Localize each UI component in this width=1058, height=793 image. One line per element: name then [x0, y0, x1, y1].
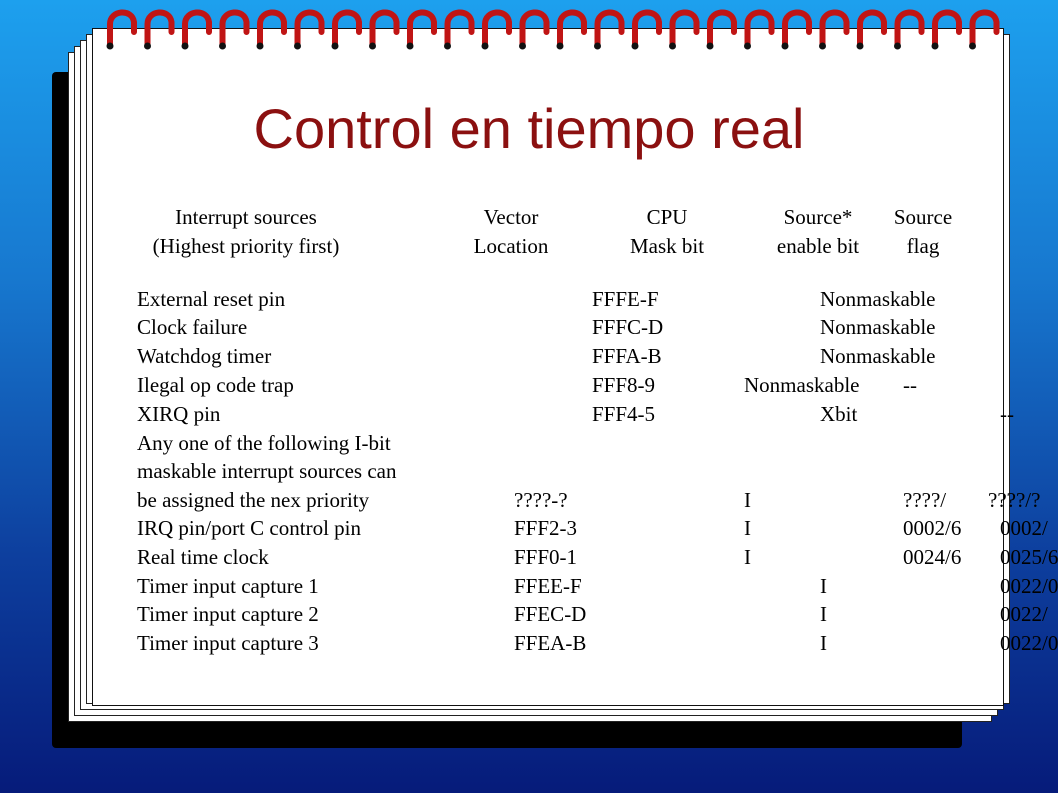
binding-hole	[744, 43, 751, 50]
binding-ring	[448, 12, 472, 44]
binding-ring	[710, 12, 734, 44]
binding-hole	[482, 43, 489, 50]
row-vector: FFFA-B	[592, 344, 662, 368]
binding-ring	[110, 12, 134, 44]
row-source: maskable interrupt sources can	[137, 459, 397, 483]
binding-ring	[523, 12, 547, 44]
binding-hole	[782, 43, 789, 50]
row-mask: I	[744, 545, 751, 569]
binding-ring	[898, 12, 922, 44]
header-cpu: CPU	[646, 205, 688, 229]
binding-ring	[673, 12, 697, 44]
row-vector: FFEA-B	[514, 631, 587, 655]
binding-ring	[298, 12, 322, 44]
binding-hole	[369, 43, 376, 50]
binding-hole	[969, 43, 976, 50]
binding-ring	[823, 12, 847, 44]
row-flag: ????/?	[988, 488, 1041, 512]
binding-hole	[444, 43, 451, 50]
row-flag: 0002/	[1000, 516, 1048, 540]
row-source: External reset pin	[137, 287, 286, 311]
row-source: Any one of the following I-bit	[137, 431, 391, 455]
binding-ring	[785, 12, 809, 44]
binding-ring	[860, 12, 884, 44]
binding-hole	[894, 43, 901, 50]
binding-hole	[219, 43, 226, 50]
row-source: be assigned the nex priority	[137, 488, 370, 512]
row-enable: ????/	[903, 488, 947, 512]
binding-ring	[223, 12, 247, 44]
binding-hole	[332, 43, 339, 50]
row-flag: 0022/	[1000, 602, 1048, 626]
binding-hole	[932, 43, 939, 50]
row-mask: Xbit	[820, 402, 858, 426]
row-flag: 0022/0	[1000, 631, 1058, 655]
binding-ring	[598, 12, 622, 44]
row-mask: I	[820, 602, 827, 626]
row-source: Timer input capture 1	[137, 574, 319, 598]
binding-hole	[632, 43, 639, 50]
row-mask: I	[744, 516, 751, 540]
binding-hole	[257, 43, 264, 50]
header-location: Location	[473, 234, 549, 258]
row-source: Timer input capture 2	[137, 602, 319, 626]
row-vector: FFF4-5	[592, 402, 656, 426]
binding-ring	[410, 12, 434, 44]
row-source: Ilegal op code trap	[137, 373, 294, 397]
binding-hole	[819, 43, 826, 50]
row-flag: 0025/6	[1000, 545, 1058, 569]
header-vector: Vector	[483, 205, 539, 229]
row-vector: FFEE-F	[514, 574, 582, 598]
row-mask: Nonmaskable	[820, 287, 936, 311]
row-source: Real time clock	[137, 545, 269, 569]
row-vector: FFF2-3	[514, 516, 578, 540]
header-mask-bit: Mask bit	[629, 234, 705, 258]
binding-ring	[973, 12, 997, 44]
binding-hole	[144, 43, 151, 50]
spiral-binding-icon	[100, 4, 1000, 54]
binding-hole	[519, 43, 526, 50]
row-mask: Nonmaskable	[820, 344, 936, 368]
row-vector: ????-?	[514, 488, 568, 512]
row-source: IRQ pin/port C control pin	[137, 516, 361, 540]
binding-hole	[182, 43, 189, 50]
binding-hole	[407, 43, 414, 50]
row-flag: --	[1000, 402, 1014, 426]
binding-ring	[635, 12, 659, 44]
binding-ring	[185, 12, 209, 44]
row-vector: FFEC-D	[514, 602, 587, 626]
row-vector: FFFE-F	[592, 287, 659, 311]
binding-hole	[107, 43, 114, 50]
row-source: XIRQ pin	[137, 402, 221, 426]
slide-title: Control en tiempo real	[253, 97, 805, 160]
binding-ring	[335, 12, 359, 44]
row-mask: I	[744, 488, 751, 512]
row-enable: 0024/6	[903, 545, 962, 569]
row-flag: 0022/0	[1000, 574, 1058, 598]
header-source-enable: Source*	[783, 205, 853, 229]
binding-hole	[669, 43, 676, 50]
row-mask: Nonmaskable	[820, 315, 936, 339]
binding-hole	[594, 43, 601, 50]
row-source: Timer input capture 3	[137, 631, 319, 655]
header-source-flag: Source	[893, 205, 953, 229]
row-vector: FFF0-1	[514, 545, 578, 569]
row-enable: 0002/6	[903, 516, 962, 540]
header-enable-bit: enable bit	[776, 234, 860, 258]
binding-ring	[148, 12, 172, 44]
row-vector: FFF8-9	[592, 373, 656, 397]
row-mask: I	[820, 574, 827, 598]
binding-hole	[557, 43, 564, 50]
binding-ring	[485, 12, 509, 44]
header-flag: flag	[906, 234, 940, 258]
row-source: Clock failure	[137, 315, 248, 339]
binding-hole	[294, 43, 301, 50]
binding-ring	[748, 12, 772, 44]
row-flag: --	[903, 373, 917, 397]
binding-ring	[935, 12, 959, 44]
binding-ring	[260, 12, 284, 44]
header-interrupt-sources: Interrupt sources	[175, 205, 317, 229]
row-vector: FFFC-D	[592, 315, 664, 339]
binding-ring	[560, 12, 584, 44]
binding-hole	[857, 43, 864, 50]
row-mask: I	[820, 631, 827, 655]
row-mask: Nonmaskable	[744, 373, 860, 397]
binding-ring	[373, 12, 397, 44]
binding-hole	[707, 43, 714, 50]
row-source: Watchdog timer	[137, 344, 272, 368]
header-priority: (Highest priority first)	[152, 234, 340, 258]
